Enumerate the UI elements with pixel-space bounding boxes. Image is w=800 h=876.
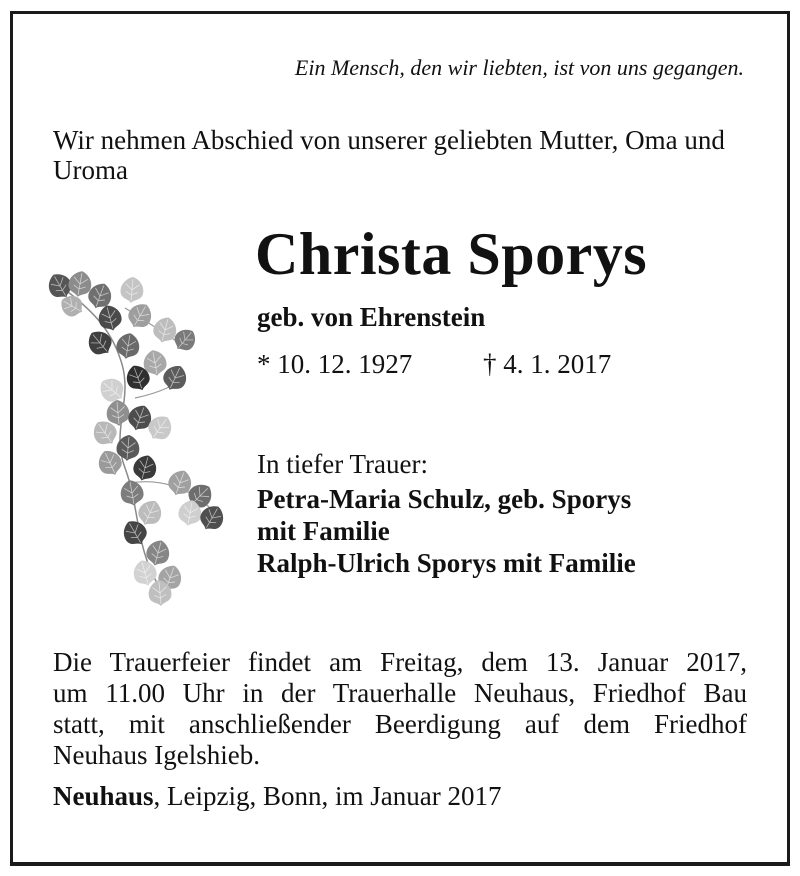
intro-text: Wir nehmen Abschied von unserer geliebten Mutter, Oma und Uroma — [53, 125, 725, 185]
mourners-list — [257, 483, 636, 579]
place-bold: Neuhaus — [53, 781, 154, 811]
deceased-name: Christa Sporys — [255, 221, 648, 287]
frame-bottom-rule — [10, 862, 787, 863]
place-rest: , Leipzig, Bonn, im Januar 2017 — [153, 781, 502, 811]
birth-date: * 10. 12. 1927 — [257, 349, 413, 379]
funeral-details — [53, 647, 747, 771]
mourner-line: Petra-Maria Schulz, geb. Sporys — [257, 484, 632, 514]
place-date-line — [53, 781, 502, 812]
motto-quote: Ein Mensch, den wir liebten, ist von uns gegangen. — [294, 55, 744, 80]
mourner-line: Ralph-Ulrich Sporys mit Familie — [257, 548, 636, 578]
funeral-line: statt, mit anschließender Beerdigung auf dem Friedhof — [53, 709, 747, 739]
ivy-leaves-icon — [40, 268, 230, 608]
death-date: † 4. 1. 2017 — [483, 349, 612, 379]
funeral-line: Neuhaus Igelshieb. — [53, 740, 260, 770]
mourning-label: In tiefer Trauer: — [257, 449, 428, 479]
maiden-name: geb. von Ehrenstein — [257, 302, 486, 332]
funeral-line: Die Trauerfeier findet am Freitag, dem 13. Januar 2017, — [53, 647, 747, 677]
funeral-line: um 11.00 Uhr in der Trauerhalle Neuhaus, Friedhof Bau — [53, 678, 747, 708]
mourner-line: mit Familie — [257, 516, 390, 546]
